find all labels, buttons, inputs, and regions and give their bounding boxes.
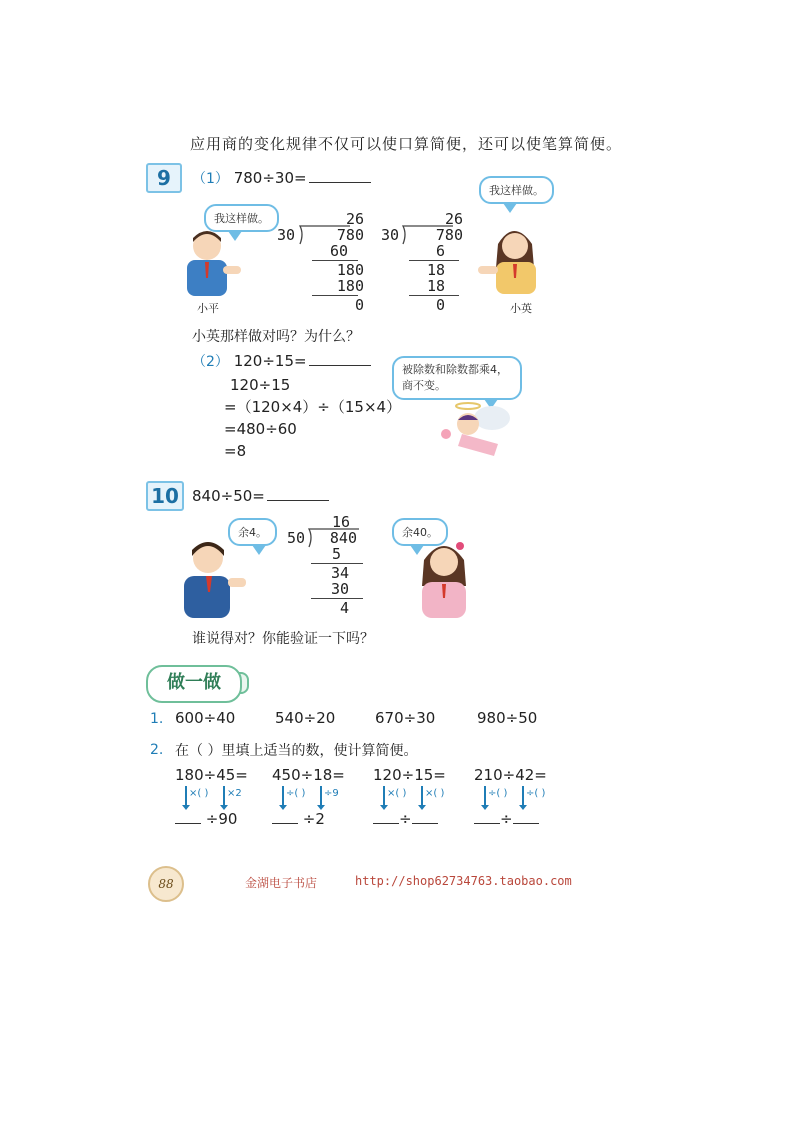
down-arrow-icon xyxy=(383,786,385,806)
q2-expr: 120÷15= xyxy=(373,766,446,784)
answer-blank[interactable] xyxy=(474,813,500,824)
answer-blank[interactable] xyxy=(309,351,371,366)
q2-result xyxy=(175,810,237,828)
girl-xiaoying-illustration xyxy=(474,222,548,298)
step-4: 0 xyxy=(354,296,364,314)
dividend: 840 xyxy=(329,529,357,547)
q2-op1: ×( ) xyxy=(387,788,407,799)
step-4: 4 xyxy=(339,599,349,617)
q2-op2: ÷9 xyxy=(324,788,339,799)
q2-op1: ÷( ) xyxy=(488,788,508,799)
step-3: 18 xyxy=(426,277,445,295)
q2-expr: 210÷42= xyxy=(474,766,547,784)
ex9-part1-equation: 780÷30= xyxy=(233,169,307,187)
answer-blank[interactable] xyxy=(513,813,539,824)
q2-op1: ×( ) xyxy=(189,788,209,799)
step-3: 30 xyxy=(330,580,349,598)
q2-result-text: ÷ xyxy=(399,810,412,828)
boy-illustration xyxy=(178,538,252,620)
q1-item-3: 670÷30 xyxy=(375,709,436,727)
answer-blank[interactable] xyxy=(175,813,201,824)
speech-bubble-boy: 余4。 xyxy=(228,518,277,546)
q2-instruction: 在（ ）里填上适当的数，使计算简便。 xyxy=(175,743,418,759)
ex9-part2 xyxy=(192,351,371,371)
q2-op2: ×2 xyxy=(227,788,242,799)
name-xiaoping: 小平 xyxy=(197,302,219,315)
q2-item-1 xyxy=(175,766,265,830)
answer-blank[interactable] xyxy=(412,813,438,824)
down-arrow-icon xyxy=(421,786,423,806)
divisor: 30 xyxy=(380,226,399,244)
divisor: 50 xyxy=(286,529,305,547)
down-arrow-icon xyxy=(185,786,187,806)
ex10-equation: 840÷50= xyxy=(192,487,265,505)
q2-result xyxy=(373,810,438,828)
q2-result-text: ÷90 xyxy=(205,810,238,828)
step-1: 60 xyxy=(329,242,348,260)
q2-op2: ÷( ) xyxy=(526,788,546,799)
q2-result xyxy=(272,810,325,828)
q1-item-4: 980÷50 xyxy=(477,709,538,727)
down-arrow-icon xyxy=(522,786,524,806)
step-2: 34 xyxy=(330,564,349,582)
boy-figure-icon xyxy=(178,538,252,620)
example-badge-9: 9 xyxy=(146,163,182,193)
step-4: 0 xyxy=(435,296,445,314)
step-2: 18 xyxy=(426,261,445,279)
q2-expr: 450÷18= xyxy=(272,766,345,784)
answer-blank[interactable] xyxy=(373,813,399,824)
doit-title: 做一做 xyxy=(146,665,242,703)
q1-item-1: 600÷40 xyxy=(175,709,236,727)
divisor: 30 xyxy=(276,226,295,244)
name-xiaoying: 小英 xyxy=(510,302,532,315)
answer-blank[interactable] xyxy=(272,813,298,824)
long-division-ex10 xyxy=(285,513,375,617)
footer-url[interactable]: http://shop62734763.taobao.com xyxy=(355,874,572,888)
step-1: 6 xyxy=(435,242,445,260)
quotient: 26 xyxy=(444,210,463,228)
page-number-badge: 88 xyxy=(148,866,184,902)
footer-shop-name: 金湖电子书店 xyxy=(245,876,318,890)
q2-item-3 xyxy=(373,766,463,830)
speech-bubble-angel: 被除数和除数都乘4，商不变。 xyxy=(392,356,522,400)
long-division-xiaoping xyxy=(276,210,372,314)
ex10-line xyxy=(192,486,329,505)
intro-text: 应用商的变化规律不仅可以使口算简便，还可以使笔算简便。 xyxy=(190,135,623,153)
q1-number: 1. xyxy=(150,711,164,727)
part2-line-1: 120÷15 xyxy=(230,376,291,394)
girl-illustration xyxy=(410,536,478,620)
answer-blank[interactable] xyxy=(309,168,371,183)
part2-line-3: =480÷60 xyxy=(224,420,297,438)
down-arrow-icon xyxy=(223,786,225,806)
girl-figure-icon xyxy=(410,536,478,620)
dividend: 780 xyxy=(336,226,364,244)
q2-item-2 xyxy=(272,766,362,830)
down-arrow-icon xyxy=(484,786,486,806)
q2-expr: 180÷45= xyxy=(175,766,248,784)
quotient: 16 xyxy=(331,513,350,531)
ex9-part2-steps xyxy=(224,374,402,462)
ex10-question: 谁说得对？你能验证一下吗？ xyxy=(192,631,374,647)
q2-result xyxy=(474,810,539,828)
answer-blank[interactable] xyxy=(267,486,329,501)
q2-op1: ÷( ) xyxy=(286,788,306,799)
q2-item-4 xyxy=(474,766,564,830)
q1-item-2: 540÷20 xyxy=(275,709,336,727)
ex9-part1 xyxy=(192,168,371,188)
girl-figure-icon xyxy=(474,222,548,298)
q2-number: 2. xyxy=(150,742,164,758)
step-1: 5 xyxy=(331,545,341,563)
speech-bubble-xiaoying: 我这样做。 xyxy=(479,176,554,204)
step-3: 180 xyxy=(336,277,364,295)
q2-result-text: ÷2 xyxy=(302,810,325,828)
part2-line-2: =（120×4）÷（15×4） xyxy=(224,398,402,416)
q2-result-text: ÷ xyxy=(500,810,513,828)
angel-figure-icon xyxy=(432,400,516,462)
dividend: 780 xyxy=(435,226,463,244)
ex9-question: 小英那样做对吗？为什么？ xyxy=(192,329,360,345)
step-2: 180 xyxy=(336,261,364,279)
down-arrow-icon xyxy=(320,786,322,806)
down-arrow-icon xyxy=(282,786,284,806)
speech-bubble-xiaoping: 我这样做。 xyxy=(204,204,279,232)
speech-bubble-girl: 余40。 xyxy=(392,518,448,546)
ex9-part1-label: （1） xyxy=(192,171,229,187)
ex9-part2-equation: 120÷15= xyxy=(233,352,307,370)
quotient: 26 xyxy=(345,210,364,228)
example-badge-10: 10 xyxy=(146,481,184,511)
part2-line-4: =8 xyxy=(224,442,247,460)
q2-op2: ×( ) xyxy=(425,788,445,799)
ex9-part2-label: （2） xyxy=(192,354,229,370)
long-division-xiaoying xyxy=(380,210,477,314)
angel-illustration xyxy=(432,400,516,462)
